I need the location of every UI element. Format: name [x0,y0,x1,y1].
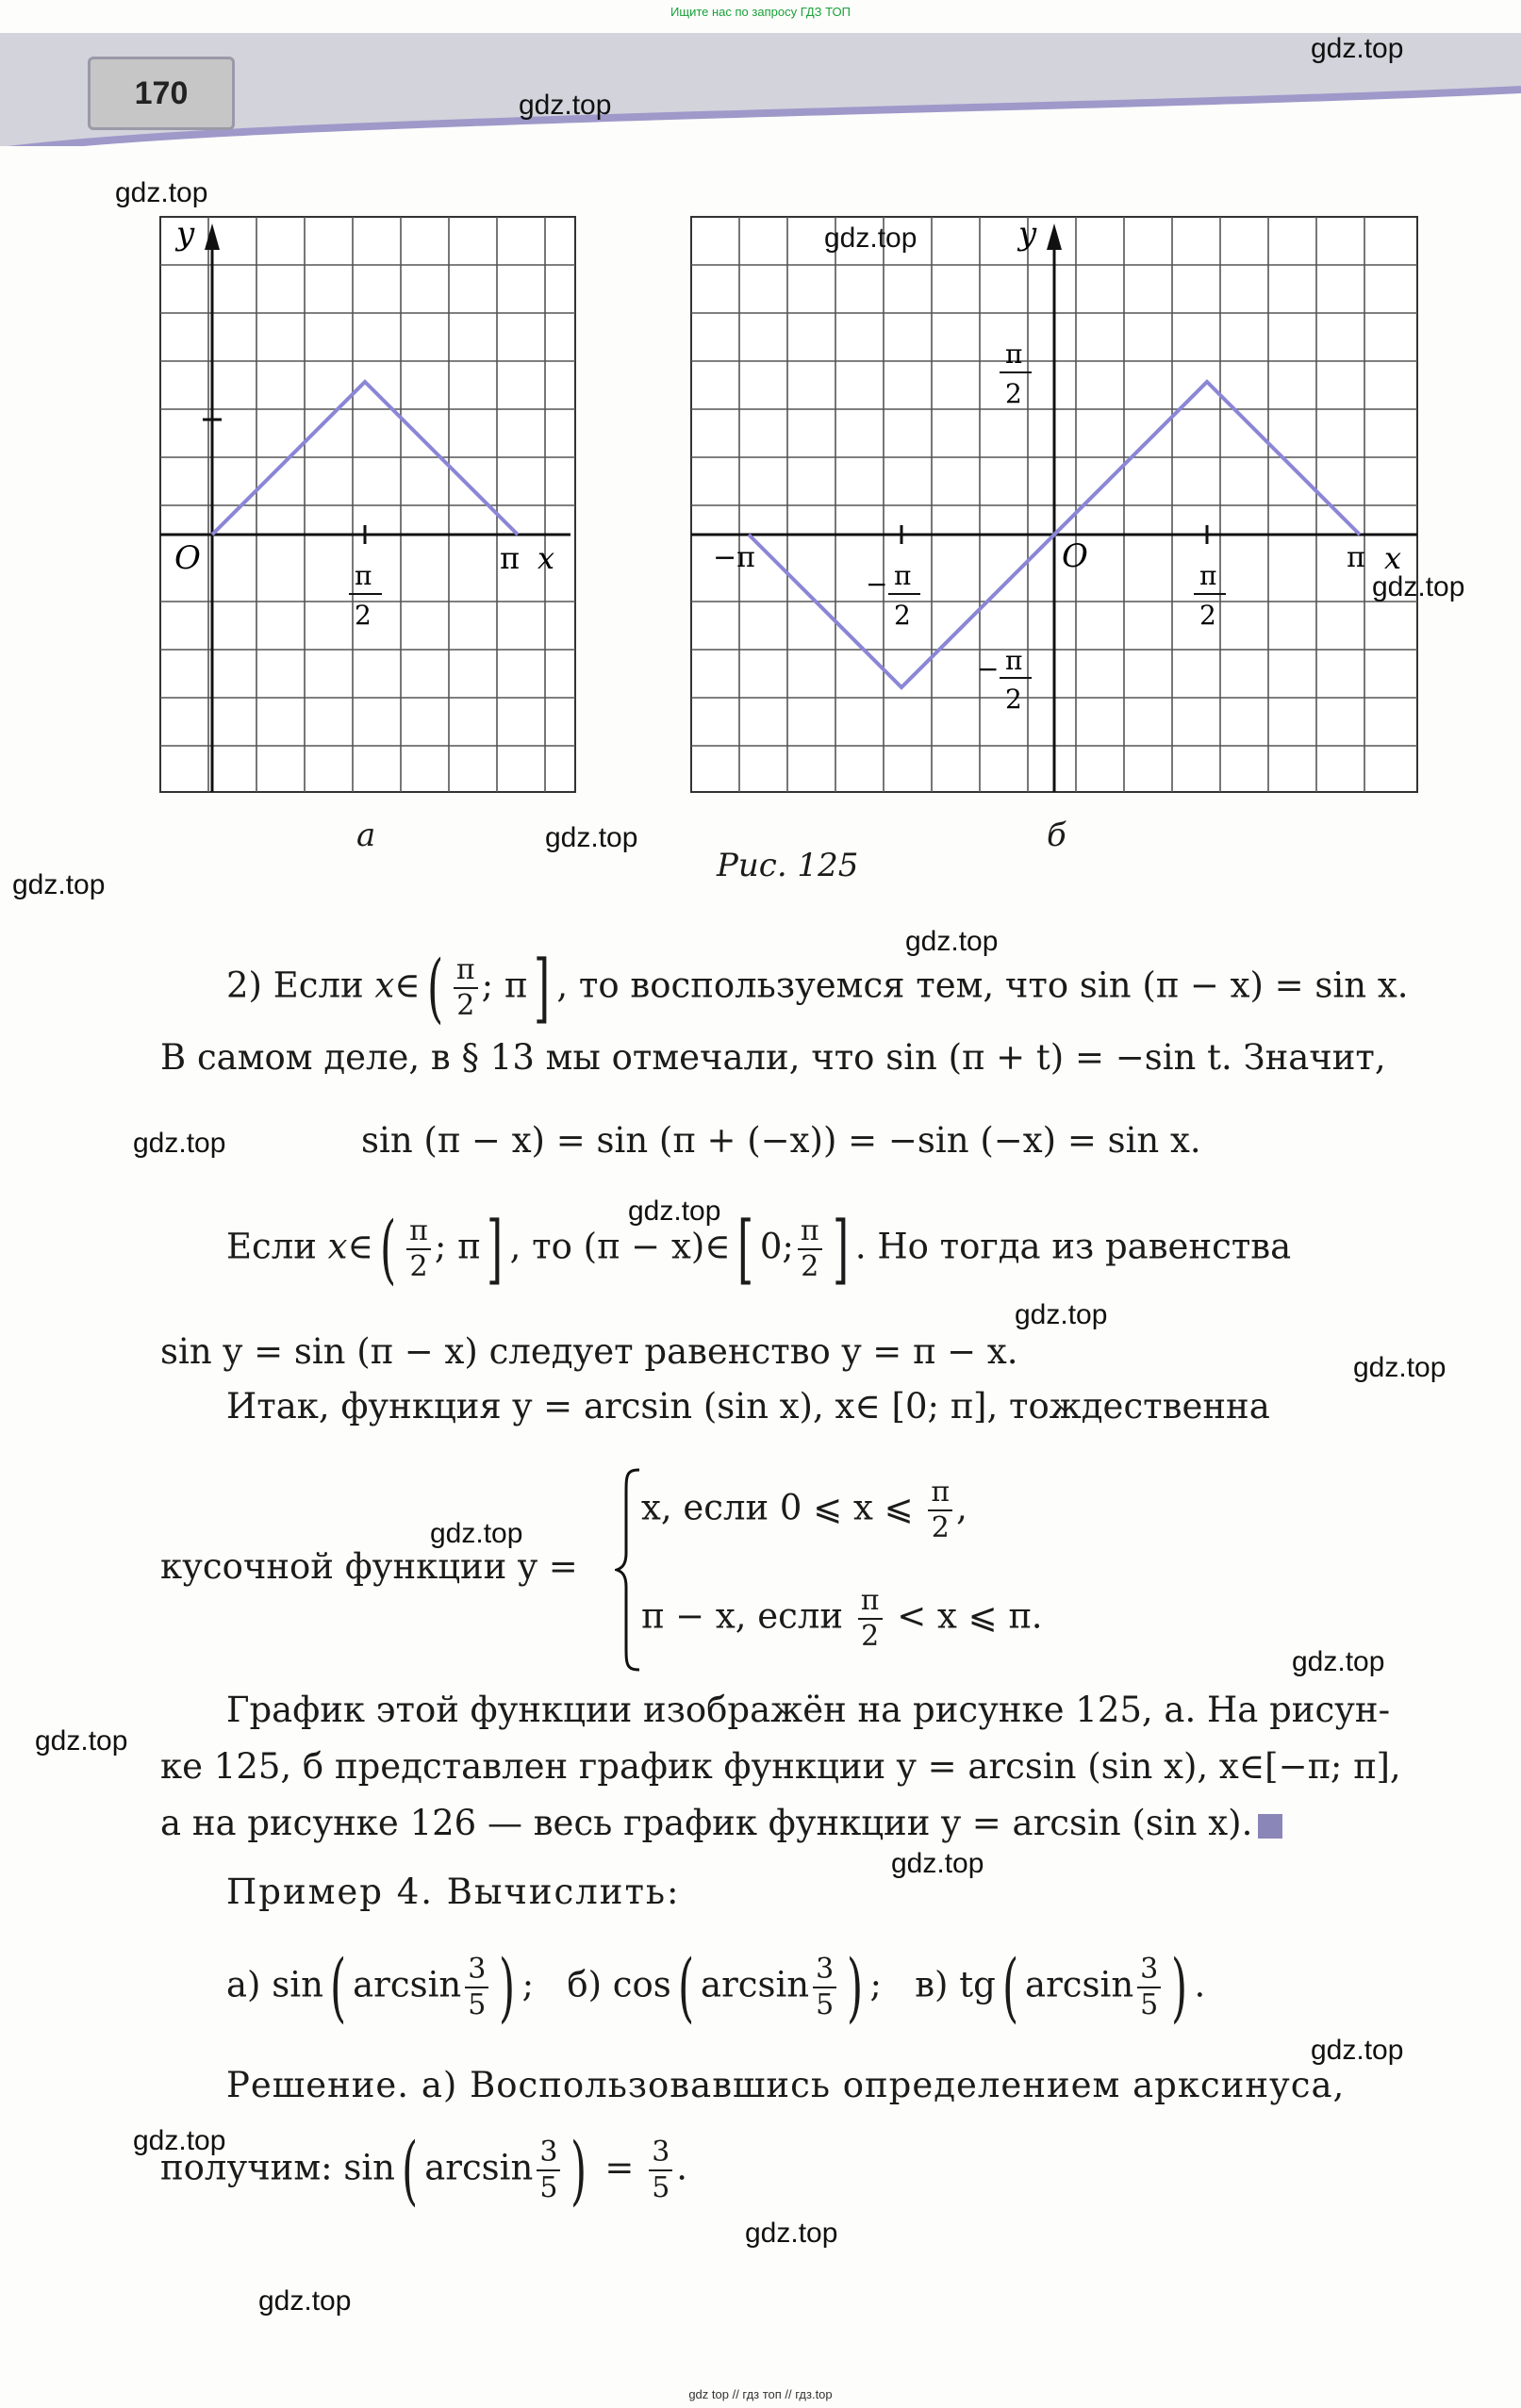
watermark: gdz.top [824,223,918,254]
text-line-4: Если x∈( $\frac{\pi}{2}$ ; π] , то (π − x)∈[ 0; $\frac{\pi}{2}$ ] . Но тогда из равенства [226,1205,1292,1293]
example-tasks: а) sin( arcsin $\frac{3}{5}$ ) ; б) cos( arcsin $\frac{3}{5}$ ) ; в) tg( arcsin $\frac{3}{5}$ ) . [226,1943,1206,2031]
bottom-site-note: gdz top // гдз топ // гдз.top [688,2387,833,2401]
text-line-8: График этой функции изображён на рисунке 125, а. На рисун- [226,1690,1391,1730]
watermark: gdz.top [133,1128,226,1159]
neg-sign: − [866,569,888,600]
pi-label: π [1347,541,1365,574]
neg-sign: − [977,653,1000,684]
neg-pi-label: −π [713,541,755,574]
watermark: gdz.top [519,90,612,121]
watermark: gdz.top [891,1848,984,1879]
case-1: x, если 0 ⩽ x ⩽ $\frac{\pi}{2}$ , [641,1476,967,1544]
watermark: gdz.top [628,1196,721,1227]
figure-125-a [156,212,580,797]
text-line-5: sin y = sin (π − x) следует равенство y = π − x. [160,1331,1018,1372]
tick-denominator: 2 [355,600,372,631]
text-line-6: Итак, функция y = arcsin (sin x), x∈ [0; π], тождественна [226,1386,1270,1427]
text-line-1: 2) Если x∈( $\frac{\pi}{2}$ ; π] , то воспользуемся тем, что sin (π − x) = sin x. [226,944,1409,1031]
brace [615,1466,643,1674]
watermark: gdz.top [905,926,999,957]
watermark: gdz.top [258,2285,352,2317]
top-site-note: Ищите нас по запросу ГДЗ ТОП [670,5,851,19]
text-line-2: В самом деле, в § 13 мы отмечали, что sin (π + t) = −sin t. Значит, [160,1037,1386,1078]
page-number: 170 [88,57,235,130]
watermark: gdz.top [545,822,638,853]
text-line-7: кусочной функции y = [160,1546,578,1587]
axis-x-label: x [537,540,555,576]
axis-x-label: x [1384,540,1402,576]
x-tick-denominator: 2 [1199,600,1216,631]
figure-caption: Рис. 125 [717,847,859,884]
panel-b-label: б [1047,816,1066,854]
panel-a-label: а [356,816,376,854]
pi-label: π [500,540,521,576]
solution-line-1: Решение. а) Воспользовавшись определением арксинуса, [226,2065,1346,2105]
watermark: gdz.top [12,869,106,900]
watermark: gdz.top [1372,571,1465,602]
watermark: gdz.top [1311,33,1404,64]
origin-label: O [174,539,201,577]
y-tick-neg-denominator: 2 [1005,684,1022,715]
watermark: gdz.top [133,2125,226,2156]
watermark: gdz.top [430,1518,523,1549]
text-line-3: sin (π − x) = sin (π + (−x)) = −sin (−x) = sin x. [361,1120,1201,1161]
case-2: π − x, если $\frac{\pi}{2}$ < x ⩽ π. [641,1584,1043,1653]
solution-line-2: получим: sin( arcsin $\frac{3}{5}$ ) = $\frac{3}{5}$ . [160,2126,688,2214]
origin-label: O [1062,537,1088,575]
figure-125-b [686,212,1422,797]
y-tick-denominator: 2 [1005,378,1022,409]
watermark: gdz.top [1353,1352,1447,1383]
x-tick-neg-denominator: 2 [894,600,911,631]
watermark: gdz.top [115,177,208,208]
y-tick-numerator: π [1005,338,1023,370]
tick-numerator: π [355,560,372,591]
axis-y-label: y [1018,215,1037,253]
text-line-10: а на рисунке 126 — весь график функции y = arcsin (sin x). [160,1803,1282,1843]
axis-y-label: y [176,215,195,253]
x-tick-numerator: π [1199,560,1217,591]
watermark: gdz.top [1292,1646,1385,1677]
example-title: Пример 4. Вычислить: [226,1872,681,1912]
end-of-proof-square [1258,1814,1282,1839]
watermark: gdz.top [745,2218,838,2249]
watermark: gdz.top [1311,2035,1404,2066]
x-tick-neg-numerator: π [894,560,912,591]
watermark: gdz.top [1015,1299,1108,1330]
watermark: gdz.top [35,1725,128,1757]
text-line-9: ке 125, б представлен график функции y = arcsin (sin x), x∈[−π; π], [160,1746,1401,1787]
y-tick-neg-numerator: π [1005,645,1023,676]
